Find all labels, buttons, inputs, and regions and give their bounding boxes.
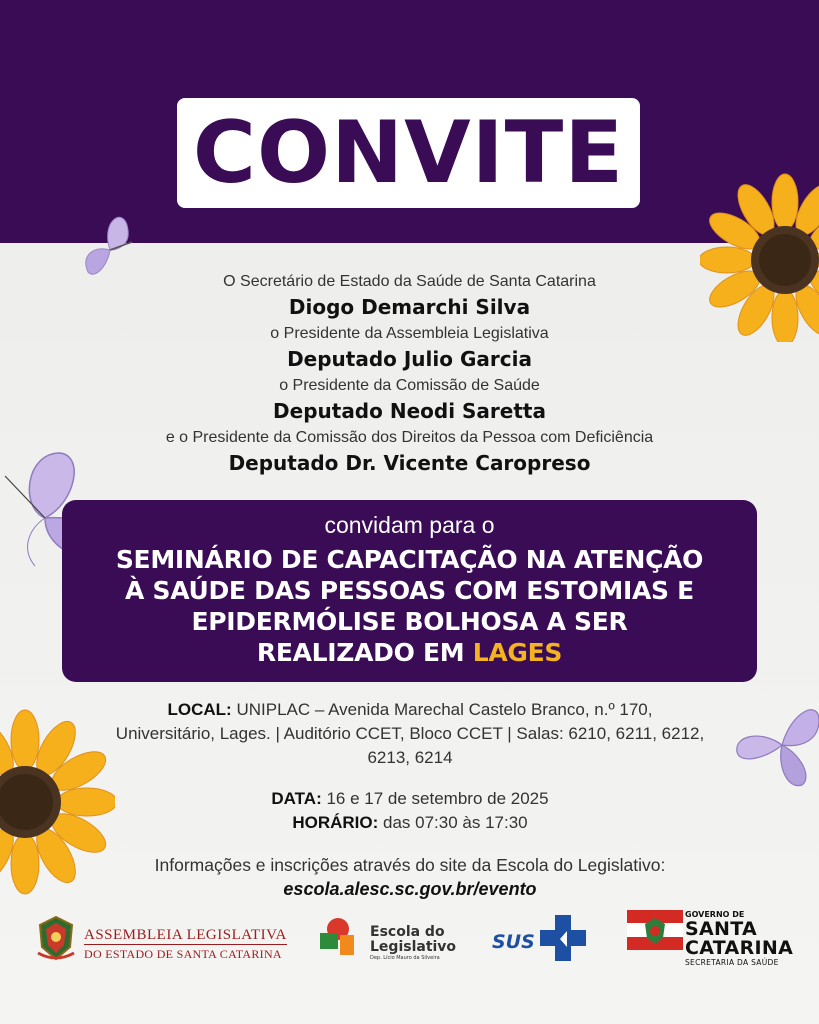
sus-text: SUS	[492, 931, 535, 953]
alesc-logo	[34, 913, 294, 969]
host-name: Deputado Julio Garcia	[287, 347, 532, 371]
event-title-prefix: REALIZADO EM	[256, 638, 473, 667]
host-name: Deputado Dr. Vicente Caropreso	[228, 451, 591, 475]
escola-name-line: Legislativo	[370, 939, 457, 955]
sc-gov-label: GOVERNO DE	[685, 910, 745, 919]
sus-cross-icon	[538, 913, 588, 963]
escola-name-line: Escola do	[370, 924, 445, 940]
time-value: das 07:30 às 17:30	[378, 813, 528, 832]
location-info	[60, 698, 760, 770]
escola-logo	[318, 913, 468, 969]
location-address: Universitário, Lages. | Auditório CCET, Bloco CCET | Salas: 6210, 6211, 6212,	[115, 724, 705, 743]
title-box	[177, 98, 640, 208]
event-title-line: SEMINÁRIO DE CAPACITAÇÃO NA ATENÇÃO	[115, 545, 704, 574]
logo-bar	[0, 905, 819, 975]
page-title: CONVITE	[192, 103, 625, 203]
registration-site-link[interactable]: escola.alesc.sc.gov.br/evento	[283, 879, 537, 899]
location-label: LOCAL:	[167, 700, 232, 719]
hosts-list	[0, 270, 819, 478]
event-city: LAGES	[472, 638, 563, 667]
host-name: Deputado Neodi Saretta	[273, 399, 546, 423]
sc-flag-icon	[627, 910, 683, 950]
host-role: O Secretário de Estado da Saúde de Santa Catarina	[223, 273, 596, 290]
sc-name-line: CATARINA	[685, 937, 794, 959]
event-title-line: EPIDERMÓLISE BOLHOSA A SER	[191, 607, 628, 636]
alesc-subtitle: DO ESTADO DE SANTA CATARINA	[84, 944, 287, 963]
sus-logo	[492, 913, 592, 969]
escola-subtitle: Dep. Lício Mauro da Silveira	[370, 955, 440, 961]
host-name: Diogo Demarchi Silva	[288, 295, 531, 319]
date-time-info	[60, 787, 760, 835]
escola-mark-icon	[318, 913, 364, 959]
host-role: e o Presidente da Comissão dos Direitos da Pessoa com Deficiência	[165, 429, 654, 446]
event-title-line	[92, 637, 727, 668]
event-box	[62, 500, 757, 682]
registration-text: Informações e inscrições através do site da Escola do Legislativo:	[154, 855, 666, 875]
location-address: 6213, 6214	[367, 748, 453, 767]
date-value: 16 e 17 de setembro de 2025	[321, 789, 549, 808]
event-title	[62, 544, 757, 668]
invite-lead: convidam para o	[324, 512, 495, 538]
sc-name-line: SANTA	[685, 918, 757, 940]
host-role: o Presidente da Assembleia Legislativa	[270, 325, 549, 342]
alesc-name: ASSEMBLEIA LEGISLATIVA	[84, 927, 287, 943]
date-label: DATA:	[271, 789, 322, 808]
time-label: HORÁRIO:	[292, 813, 379, 832]
registration-info	[60, 853, 760, 901]
host-role: o Presidente da Comissão de Saúde	[279, 377, 540, 394]
alesc-coat-of-arms-icon	[34, 913, 78, 963]
event-title-line: À SAÚDE DAS PESSOAS COM ESTOMIAS E	[125, 576, 694, 605]
sc-government-logo	[627, 910, 792, 970]
sc-secretariat: SECRETARIA DA SAÚDE	[685, 958, 779, 967]
location-address: UNIPLAC – Avenida Marechal Castelo Branco, n.º 170,	[231, 700, 653, 719]
